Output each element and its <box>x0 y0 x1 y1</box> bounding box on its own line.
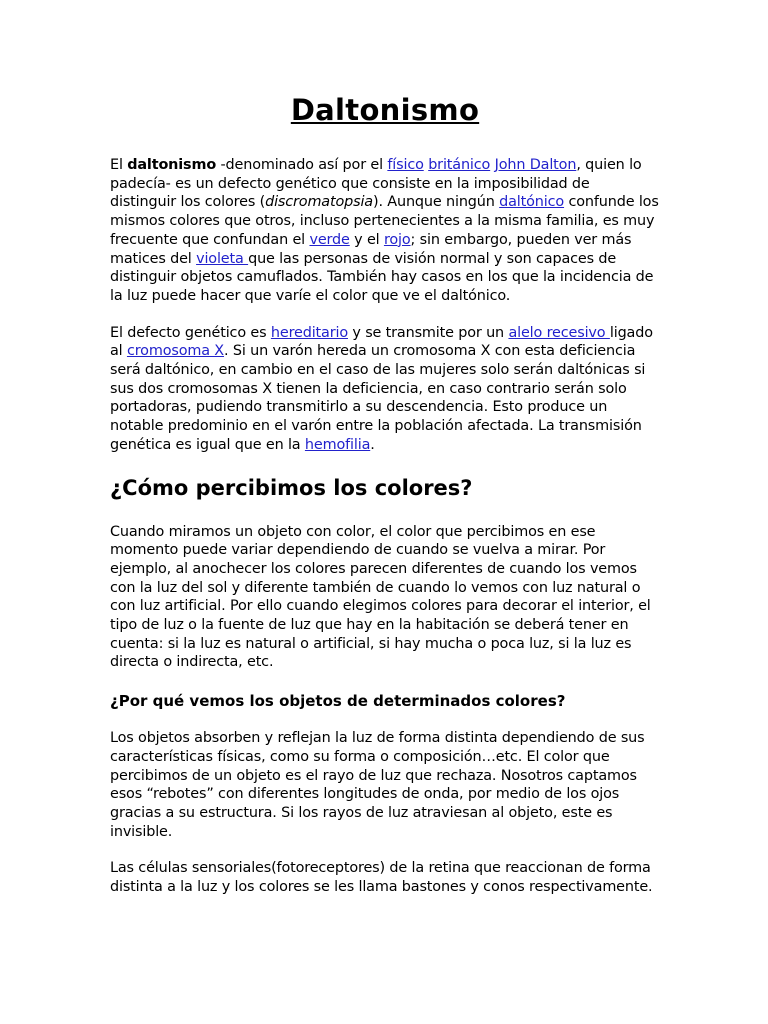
subsection-heading: ¿Por qué vemos los objetos de determinados colores? <box>110 692 566 711</box>
paragraph-genetics <box>110 324 660 455</box>
section-heading: ¿Cómo percibimos los colores? <box>110 475 473 500</box>
text-segment: confunde los mismos colores que otros, incluso pertenecientes a la misma familia, es muy frecuente que confundan el <box>110 194 659 248</box>
text-segment: El <box>110 157 128 173</box>
link-daltonico[interactable]: daltónico <box>499 194 565 211</box>
bold-term: daltonismo <box>127 157 217 173</box>
text-segment: -denominado así por el <box>216 157 388 173</box>
link-verde[interactable]: verde <box>309 231 350 248</box>
paragraph-perception: Cuando miramos un objeto con color, el color que percibimos en ese momento puede variar dependiendo de cuando se vuelva a mirar. Por ejemplo, al anochecer los colores parecen diferentes de cuando los vemos con la luz del sol y diferente también de cuando lo vemos con luz natural o con luz artificial. Por ello cuando elegimos colores para decorar el interior, el tipo de luz o la fuente de luz que hay en la habitación se deberá tener en cuenta: si la luz es natural o artificial, si hay mucha o poca luz, si la luz es directa o indirecta, etc. <box>110 523 651 671</box>
text-segment: . Si un varón hereda un cromosoma X con esta deficiencia será daltónico, en cambio en el caso de las mujeres solo serán daltónicas si sus dos cromosomas X tienen la deficiencia, en caso contrario serán solo portadoras, pudiendo transmitirlo a su descendencia. Esto produce un notable predominio en el varón entre la población afectada. La transmisión genética es igual que en la <box>110 343 646 453</box>
paragraph-intro <box>110 156 660 306</box>
text-segment: El defecto genético es <box>110 324 271 341</box>
paragraph-cells: Las células sensoriales(fotoreceptores) de la retina que reaccionan de forma distinta a la luz y los colores se les llama bastones y conos respectivamente. <box>110 860 653 896</box>
link-fisico[interactable]: físico <box>387 157 424 173</box>
link-rojo[interactable]: rojo <box>383 231 411 248</box>
text-segment: y el <box>349 231 384 248</box>
paragraph-objects: Los objetos absorben y reflejan la luz de forma distinta dependiendo de sus características físicas, como su forma o composición…etc. El color que percibimos de un objeto es el rayo de luz que rechaza. Nosotros captamos esos “rebotes” con diferentes longitudes de onda, por medio de los ojos gracias a su estructura. Si los rayos de luz atraviesan al objeto, este es invisible. <box>110 730 645 840</box>
text-segment: y se transmite por un <box>347 324 509 341</box>
link-cromosoma-x[interactable]: cromosoma X <box>126 343 225 360</box>
italic-term: discromatopsia <box>265 194 373 211</box>
link-hemofilia[interactable]: hemofilia <box>304 436 371 453</box>
link-britanico[interactable]: británico <box>428 157 491 173</box>
link-hereditario[interactable]: hereditario <box>270 324 348 341</box>
text-segment: ). Aunque ningún <box>372 194 500 211</box>
document-title: Daltonismo <box>290 93 480 127</box>
document-page <box>110 86 660 915</box>
text-segment: . <box>370 436 375 453</box>
text-segment: ; sin embargo, pueden ver más matices del <box>110 231 632 267</box>
link-alelo-recesivo[interactable]: alelo recesivo <box>508 324 610 341</box>
text-segment: , quien lo padecía- es un defecto genético que consiste en la imposibilidad de distinguir los colores ( <box>110 157 642 211</box>
link-john-dalton[interactable]: John Dalton <box>494 157 577 173</box>
text-segment: ligado al <box>110 324 653 360</box>
text-segment: que las personas de visión normal y son capaces de distinguir objetos camuflados. También hay casos en los que la incidencia de la luz puede hacer que varíe el color que ve el daltónico. <box>110 250 654 304</box>
link-violeta[interactable]: violeta <box>196 250 249 267</box>
